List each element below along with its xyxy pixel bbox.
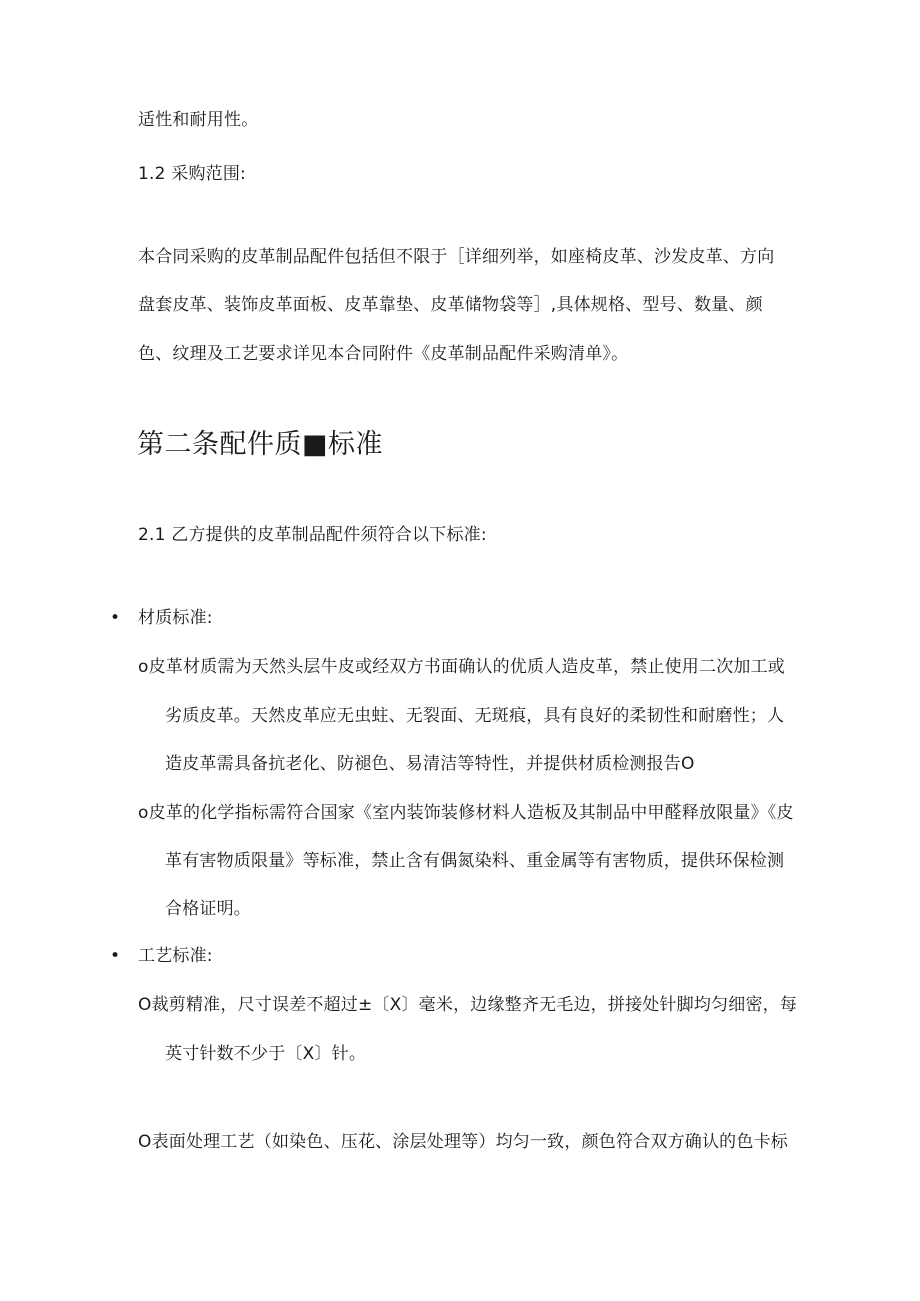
paragraph-line: 适性和耐用性。	[138, 110, 259, 130]
list-item-line: 英寸针数不少于〔X〕针。	[165, 1044, 367, 1064]
list-item-line: 合格证明。	[165, 899, 251, 919]
list-item-line: O裁剪精准，尺寸误差不超过±〔X〕毫米，边缘整齐无毛边，拼接处针脚均匀细密，每	[138, 995, 798, 1015]
bullet-icon: •	[110, 946, 121, 966]
bullet-icon: •	[110, 608, 121, 628]
paragraph-line: 色、纹理及工艺要求详见本合同附件《皮革制品配件采购清单》。	[138, 344, 629, 364]
list-item-line: 革有害物质限量》等标准，禁止含有偶氮染料、重金属等有害物质，提供环保检测	[165, 851, 785, 871]
material-standard-label: 材质标准:	[138, 608, 213, 628]
paragraph-line: 盘套皮革、装饰皮革面板、皮革靠垫、皮革储物袋等］,具体规格、型号、数量、颜	[138, 295, 763, 315]
list-item-line: o皮革材质需为天然头层牛皮或经双方书面确认的优质人造皮革，禁止使用二次加工或	[138, 657, 785, 677]
section-1-2-label: 1.2 采购范围:	[138, 164, 246, 184]
paragraph-line: 本合同采购的皮革制品配件包括但不限于［详细列举，如座椅皮革、沙发皮革、方向	[138, 247, 775, 267]
list-item-line: o皮革的化学指标需符合国家《室内装饰装修材料人造板及其制品中甲醛释放限量》《皮	[138, 803, 794, 823]
section-2-1-label: 2.1 乙方提供的皮革制品配件须符合以下标准:	[138, 525, 487, 545]
list-item-line: 造皮革需具备抗老化、防褪色、易清洁等特性，并提供材质检测报告O	[165, 754, 695, 774]
article-heading: 第二条配件质■标准	[137, 429, 384, 460]
process-standard-label: 工艺标准:	[138, 946, 213, 966]
list-item-line: 劣质皮革。天然皮革应无虫蛀、无裂面、无斑痕，具有良好的柔韧性和耐磨性；人	[165, 706, 785, 726]
list-item-line: O表面处理工艺（如染色、压花、涂层处理等）均匀一致，颜色符合双方确认的色卡标	[138, 1132, 788, 1152]
